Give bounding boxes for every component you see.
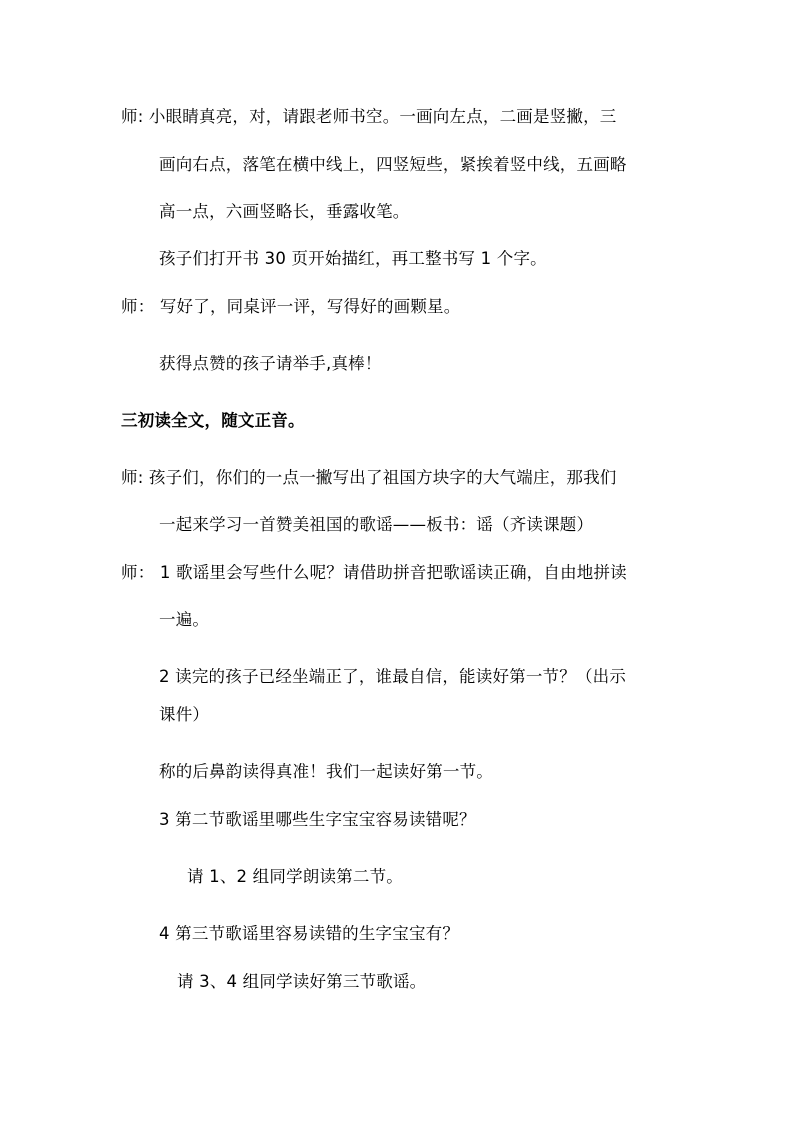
- paragraph-teacher-line-2: 画向右点，落笔在横中线上，四竖短些，紧挨着竖中线，五画略: [159, 155, 627, 174]
- paragraph-step-1-line-2: 一遍。: [159, 610, 210, 629]
- paragraph-step-3-groups: 请 1、2 组同学朗读第二节。: [187, 867, 403, 886]
- paragraph-step-2-line-2: 课件）: [159, 705, 210, 724]
- paragraph-step-3: 3 第二节歌谣里哪些生字宝宝容易读错呢？: [159, 810, 476, 829]
- section-heading-first-reading: 三初读全文，随文正音。: [121, 411, 305, 430]
- paragraph-step-2-line-1: 2 读完的孩子已经坐端正了，谁最自信，能读好第一节？（出示: [159, 667, 627, 686]
- paragraph-teacher-peer-review: 师： 写好了，同桌评一评，写得好的画颗星。: [121, 297, 461, 316]
- paragraph-step-1-line-1: 师： 1 歌谣里会写些什么呢？请借助拼音把歌谣读正确，自由地拼读: [121, 563, 627, 582]
- paragraph-teacher-intro-line-1: 师: 孩子们，你们的一点一撇写出了祖国方块字的大气端庄，那我们: [121, 468, 617, 487]
- paragraph-praise-nasal: 称的后鼻韵读得真准！我们一起读好第一节。: [159, 762, 493, 781]
- paragraph-students-open-book: 孩子们打开书 30 页开始描红，再工整书写 1 个字。: [159, 249, 547, 268]
- paragraph-step-4-groups: 请 3、4 组同学读好第三节歌谣。: [177, 972, 427, 991]
- paragraph-praise: 获得点赞的孩子请举手,真棒！: [159, 354, 382, 373]
- paragraph-teacher-line-3: 高一点，六画竖略长，垂露收笔。: [159, 202, 410, 221]
- paragraph-step-4: 4 第三节歌谣里容易读错的生字宝宝有？: [159, 924, 460, 943]
- paragraph-teacher-intro-line-2: 一起来学习一首赞美祖国的歌谣——板书：谣（齐读课题）: [159, 515, 594, 534]
- paragraph-teacher-line-1: 师: 小眼睛真亮，对，请跟老师书空。一画向左点，二画是竖撇，三: [121, 107, 617, 126]
